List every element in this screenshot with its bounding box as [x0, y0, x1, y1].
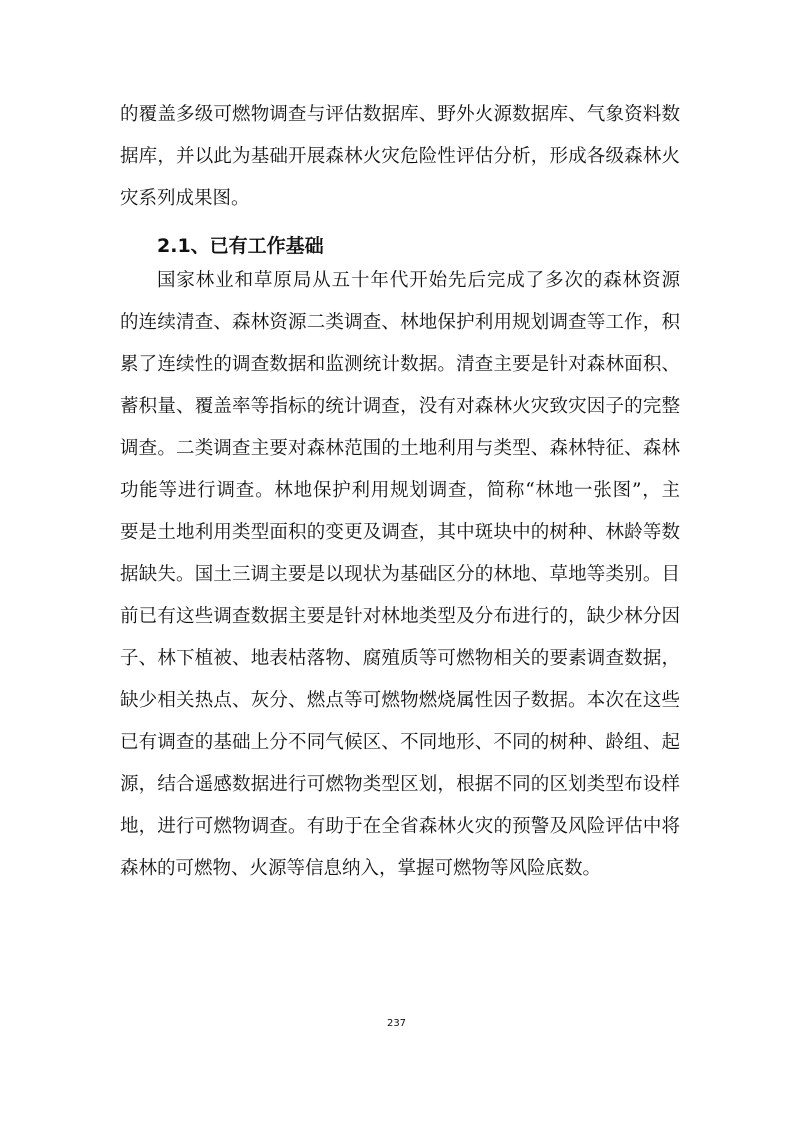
- paragraph-line: 累了连续性的调查数据和监测统计数据。清查主要是针对森林面积、: [120, 354, 680, 375]
- paragraph-line: 蓄积量、覆盖率等指标的统计调查，没有对森林火灾致灾因子的完整: [120, 396, 680, 417]
- paragraph-line: 的覆盖多级可燃物调查与评估数据库、野外火源数据库、气象资料数: [120, 104, 680, 125]
- intro-paragraph: [120, 94, 680, 220]
- body-paragraph: [120, 260, 680, 890]
- paragraph-line: 据库，并以此为基础开展森林火灾危险性评估分析，形成各级森林火: [120, 146, 680, 167]
- paragraph-line: 源，结合遥感数据进行可燃物类型区划，根据不同的区划类型布设样: [120, 774, 680, 795]
- paragraph-line: 子、林下植被、地表枯落物、腐殖质等可燃物相关的要素调查数据，: [120, 648, 680, 669]
- section-heading: 2.1、已有工作基础: [157, 235, 324, 257]
- paragraph-line: 森林的可燃物、火源等信息纳入，掌握可燃物等风险底数。: [120, 858, 602, 879]
- page-number: 237: [386, 1018, 407, 1029]
- paragraph-line: 缺少相关热点、灰分、燃点等可燃物燃烧属性因子数据。本次在这些: [120, 690, 680, 711]
- paragraph-line: 调查。二类调查主要对森林范围的土地利用与类型、森林特征、森林: [120, 438, 680, 459]
- paragraph-line: 已有调查的基础上分不同气候区、不同地形、不同的树种、龄组、起: [120, 732, 680, 753]
- paragraph-line: 灾系列成果图。: [120, 188, 250, 209]
- paragraph-line: 要是土地利用类型面积的变更及调查，其中斑块中的树种、林龄等数: [120, 522, 680, 543]
- paragraph-line: 前已有这些调查数据主要是针对林地类型及分布进行的，缺少林分因: [120, 606, 680, 627]
- paragraph-line: 国家林业和草原局从五十年代开始先后完成了多次的森林资源: [157, 270, 680, 291]
- paragraph-line: 地，进行可燃物调查。有助于在全省森林火灾的预警及风险评估中将: [120, 816, 680, 837]
- paragraph-line: 据缺失。国土三调主要是以现状为基础区分的林地、草地等类别。目: [120, 564, 680, 585]
- paragraph-line: 功能等进行调查。林地保护利用规划调查，简称“林地一张图”，主: [120, 480, 680, 501]
- paragraph-line: 的连续清查、森林资源二类调查、林地保护利用规划调查等工作，积: [120, 312, 680, 333]
